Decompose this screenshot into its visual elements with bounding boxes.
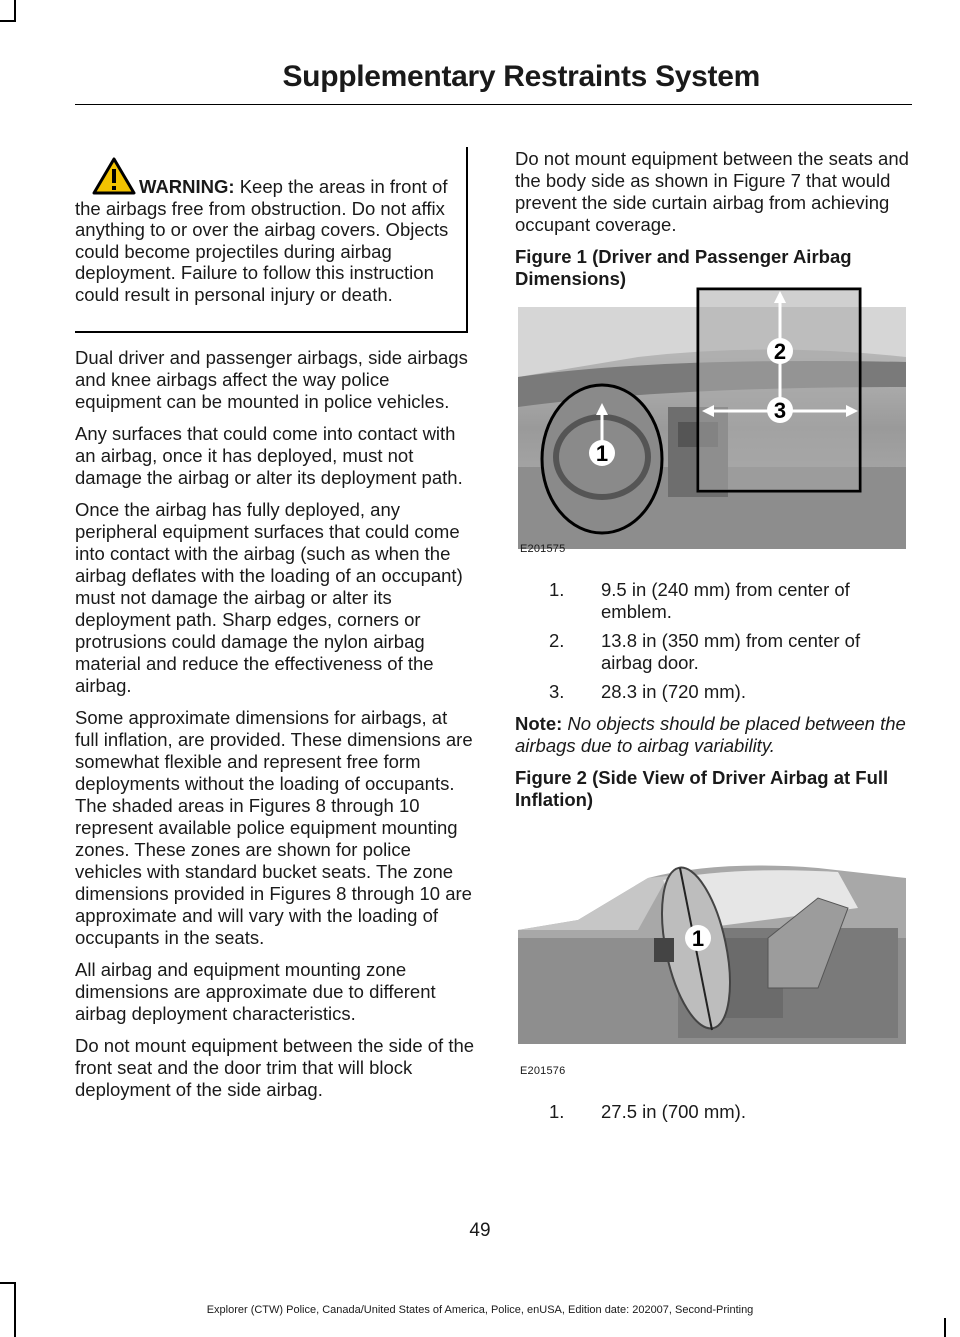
crop-mark-top-left-h bbox=[0, 20, 16, 22]
list-text: 28.3 in (720 mm). bbox=[601, 681, 746, 702]
warning-body: Keep the areas in front of the airbags free from obstruction. Do not affix anything to or over the airbag covers. Objects could become projectiles during airbag deployment. Failure to follow this instruction could result in personal injury or death. bbox=[75, 176, 449, 305]
note bbox=[515, 713, 910, 821]
crop-mark-bottom-left-h bbox=[0, 1282, 16, 1284]
paragraph: Do not mount equipment between the side of the front seat and the door trim that will block deployment of the side airbag. bbox=[75, 1035, 475, 1100]
figure1-title: Figure 1 (Driver and Passenger Airbag Dimensions) bbox=[515, 246, 852, 289]
figure2-side-view-illustration bbox=[518, 838, 906, 1044]
note-label: Note: bbox=[515, 713, 563, 734]
warning-label: WARNING: bbox=[139, 176, 235, 197]
list-number: 2. bbox=[549, 630, 565, 651]
callout-3: 3 bbox=[773, 398, 787, 423]
callout-1: 1 bbox=[595, 441, 609, 466]
list-text: 9.5 in (240 mm) from center of emblem. bbox=[601, 579, 850, 622]
list-text: 27.5 in (700 mm). bbox=[601, 1101, 746, 1122]
right-intro bbox=[515, 148, 910, 300]
figure1-dashboard-illustration bbox=[518, 287, 906, 549]
figure1-code: E201575 bbox=[520, 543, 566, 555]
list-number: 3. bbox=[549, 681, 565, 702]
paragraph: Dual driver and passenger airbags, side airbags and knee airbags affect the way police equipment can be mounted in police vehicles. bbox=[75, 347, 468, 412]
list-text: 13.8 in (350 mm) from center of airbag door. bbox=[601, 630, 861, 673]
list-item bbox=[549, 681, 904, 703]
figure2-title: Figure 2 (Side View of Driver Airbag at Full Inflation) bbox=[515, 767, 889, 810]
paragraph: Any surfaces that could come into contact with an airbag, once it has deployed, must not damage the airbag or alter its deployment path. bbox=[75, 423, 463, 488]
footer-text: Explorer (CTW) Police, Canada/United States of America, Police, enUSA, Edition date: 202007, Second-Printing bbox=[206, 1304, 754, 1316]
paragraph: Do not mount equipment between the seats and the body side as shown in Figure 7 that would prevent the side curtain airbag from achieving occupant coverage. bbox=[515, 148, 909, 235]
left-column bbox=[75, 347, 475, 1111]
paragraph: Some approximate dimensions for airbags, at full inflation, are provided. These dimensions are somewhat flexible and represent free form deployments without the loading of occupants. The shaded areas in Figures 8 through 10 represent available police equipment mounting zones. These zones are shown for police vehicles with standard bucket seats. The zone dimensions provided in Figures 8 through 10 are approximate and will vary with the loading of occupants in the seats. bbox=[75, 707, 473, 948]
title-divider bbox=[75, 104, 912, 105]
page-number: 49 bbox=[469, 1220, 491, 1241]
crop-mark-top-left bbox=[14, 0, 16, 20]
list-item bbox=[549, 630, 904, 674]
list-number: 1. bbox=[549, 579, 565, 600]
figure2-code: E201576 bbox=[520, 1065, 566, 1077]
crop-mark-bottom-right bbox=[944, 1318, 946, 1337]
paragraph: Once the airbag has fully deployed, any peripheral equipment surfaces that could come into contact with the airbag (such as when the airbag deflates with the loading of an occupant) must not damage the airbag or alter its deployment path. Sharp edges, corners or protrusions could damage the nylon airbag material and reduce the effectiveness of the airbag. bbox=[75, 499, 463, 696]
note-text: No objects should be placed between the airbags due to airbag variability. bbox=[515, 713, 906, 756]
page-title: Supplementary Restraints System bbox=[282, 60, 760, 93]
list-number: 1. bbox=[549, 1101, 565, 1122]
warning-text bbox=[75, 176, 467, 305]
paragraph: All airbag and equipment mounting zone dimensions are approximate due to different airbag deployment characteristics. bbox=[75, 959, 436, 1024]
callout-2: 2 bbox=[773, 339, 787, 364]
list-item bbox=[549, 1101, 904, 1123]
list-item bbox=[549, 579, 904, 623]
figure2-callout-1: 1 bbox=[691, 926, 705, 951]
